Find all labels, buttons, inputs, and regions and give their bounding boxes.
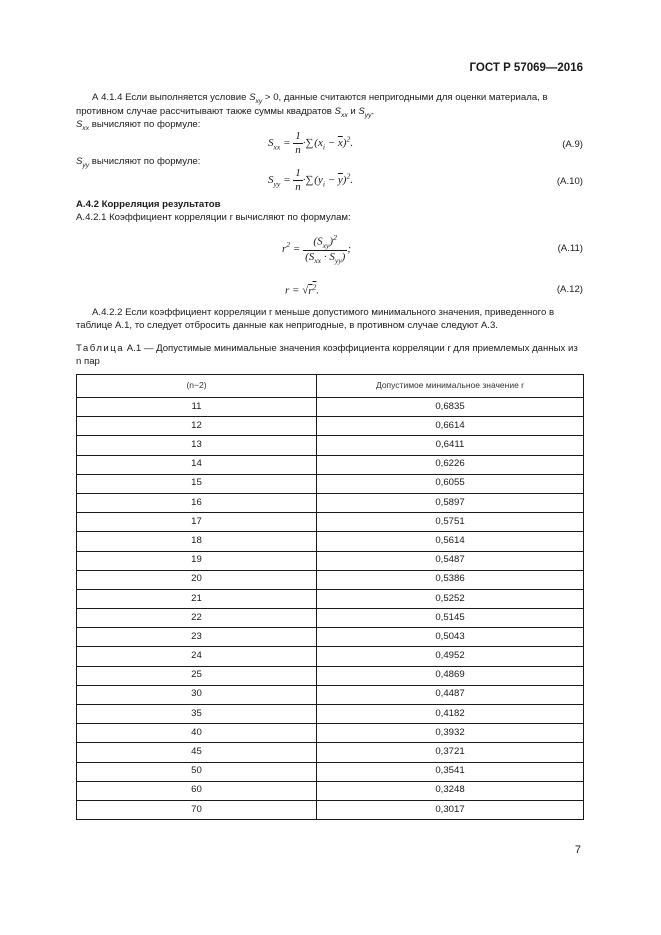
table-cell-r: 0,5751 [317, 513, 584, 532]
sxx-intro-subscript: xx [82, 124, 90, 132]
paragraph-a421: А.4.2.1 Коэффициент корреляции r вычисляют по формулам: [76, 212, 351, 223]
table-cell-n: 21 [77, 589, 317, 608]
syy-intro-symbol: S [76, 156, 83, 167]
table-row [77, 474, 584, 493]
table-body [77, 398, 584, 820]
table-caption [76, 343, 584, 369]
table-cell-r: 0,5614 [317, 532, 584, 551]
table-cell-r: 0,5487 [317, 551, 584, 570]
syy-intro-text: вычисляют по формуле: [89, 156, 201, 167]
table-cell-r: 0,4952 [317, 647, 584, 666]
table-cell-n: 35 [77, 705, 317, 724]
table-cell-r: 0,4182 [317, 705, 584, 724]
table-header-r: Допустимое минимальное значение r [317, 375, 584, 398]
sxx-intro-symbol: S [76, 119, 83, 130]
paragraph-a422: А.4.2.2 Если коэффициент корреляции r меньше допустимого минимального значения, приведенного в таблице А.1, то следует отбросить данные как непригодные, в противном случае следуют А.3. [76, 307, 555, 331]
syy-subscript: yy [364, 111, 372, 119]
table-cell-n: 50 [77, 762, 317, 781]
formula-a11: $r^2$ = $\frac{(S_{xy})^2}{(S_{xx} \cdot S_{yy})}$ ; [282, 233, 351, 266]
table-cell-n: 24 [77, 647, 317, 666]
sxx-intro-text: вычисляют по формуле: [89, 119, 201, 130]
cond-subscript: xy [255, 97, 263, 105]
table-caption-text: А.1 — Допустимые минимальные значения коэффициента корреляции r для приемлемых данных из n пар [76, 343, 578, 367]
table-cell-n: 15 [77, 474, 317, 493]
sxx-intro [76, 119, 200, 133]
section-heading-a42: А.4.2 Корреляция результатов [76, 199, 221, 210]
table-cell-n: 22 [77, 609, 317, 628]
table-cell-n: 40 [77, 724, 317, 743]
table-cell-r: 0,5386 [317, 570, 584, 589]
table-cell-r: 0,6614 [317, 417, 584, 436]
formula-a9: $S_{xx}$ = $\frac{1}{n}$ ·∑ $(x_i - \overline{x})^2$. [268, 130, 354, 157]
formula-a12: $r = √r^2$. [285, 282, 320, 297]
table-row [77, 781, 584, 800]
table-cell-r: 0,4487 [317, 685, 584, 704]
table-cell-n: 23 [77, 628, 317, 647]
table-row [77, 762, 584, 781]
syy-symbol: S [358, 105, 365, 117]
table-row [77, 609, 584, 628]
table-row [77, 589, 584, 608]
cond-symbol: S [249, 92, 256, 103]
table-cell-r: 0,3721 [317, 743, 584, 762]
table-cell-n: 12 [77, 417, 317, 436]
table-row [77, 705, 584, 724]
table-cell-r: 0,6411 [317, 436, 584, 455]
correlation-table [76, 374, 584, 820]
table-cell-n: 30 [77, 685, 317, 704]
table-cell-r: 0,6835 [317, 398, 584, 417]
table-header-n: (n−2) [77, 375, 317, 398]
formula-a10: $S_{yy}$ = $\frac{1}{n}$ ·∑ $(y_i - \overline{y})^2$. [268, 167, 354, 194]
table-cell-r: 0,5145 [317, 609, 584, 628]
table-row [77, 398, 584, 417]
table-cell-n: 70 [77, 800, 317, 819]
table-row [77, 455, 584, 474]
table-cell-r: 0,6226 [317, 455, 584, 474]
equation-number-a12: (А.12) [556, 284, 583, 295]
table-cell-n: 14 [77, 455, 317, 474]
a414-text-part1: А 4.1.4 Если выполняется условие [92, 92, 250, 103]
table-cell-r: 0,3541 [317, 762, 584, 781]
table-row [77, 417, 584, 436]
syy-intro [76, 156, 200, 170]
document-code: ГОСТ Р 57069—2016 [469, 62, 583, 74]
table-row [77, 513, 584, 532]
table-caption-label: Таблица [76, 343, 125, 354]
syy-intro-subscript: yy [82, 161, 90, 169]
table-cell-n: 25 [77, 666, 317, 685]
page-number: 7 [574, 844, 581, 856]
table-cell-n: 45 [77, 743, 317, 762]
table-header-row [77, 375, 584, 398]
table-cell-n: 16 [77, 493, 317, 512]
table-cell-r: 0,3017 [317, 800, 584, 819]
table-cell-n: 13 [77, 436, 317, 455]
end-punct: . [371, 105, 375, 117]
table-cell-r: 0,4869 [317, 666, 584, 685]
table-cell-n: 11 [77, 398, 317, 417]
table-cell-r: 0,3248 [317, 781, 584, 800]
table-row [77, 724, 584, 743]
table-row [77, 666, 584, 685]
table-cell-r: 0,3932 [317, 724, 584, 743]
table-cell-r: 0,5252 [317, 589, 584, 608]
paragraph-a414 [76, 92, 584, 120]
table-row [77, 551, 584, 570]
table-cell-r: 0,6055 [317, 474, 584, 493]
table-cell-n: 19 [77, 551, 317, 570]
and-word: и [347, 105, 359, 117]
table-row [77, 493, 584, 512]
sxx-symbol: S [334, 105, 341, 117]
sxx-subscript: xx [340, 111, 348, 119]
table-row [77, 685, 584, 704]
table-row [77, 647, 584, 666]
table-cell-n: 20 [77, 570, 317, 589]
equation-number-a11: (А.11) [557, 243, 583, 254]
table-cell-r: 0,5043 [317, 628, 584, 647]
table-cell-n: 17 [77, 513, 317, 532]
table-cell-n: 18 [77, 532, 317, 551]
a414-text-part2: > 0, данные считаются непригодными для оценки материала, в противном случае рассчитывают также суммы квадратов [76, 92, 548, 117]
table-row [77, 800, 584, 819]
table-cell-n: 60 [77, 781, 317, 800]
table-row [77, 628, 584, 647]
table-row [77, 570, 584, 589]
table-row [77, 532, 584, 551]
equation-number-a9: (А.9) [562, 139, 583, 150]
table-row [77, 436, 584, 455]
table-row [77, 743, 584, 762]
equation-number-a10: (А.10) [556, 176, 583, 187]
table-cell-r: 0,5897 [317, 493, 584, 512]
